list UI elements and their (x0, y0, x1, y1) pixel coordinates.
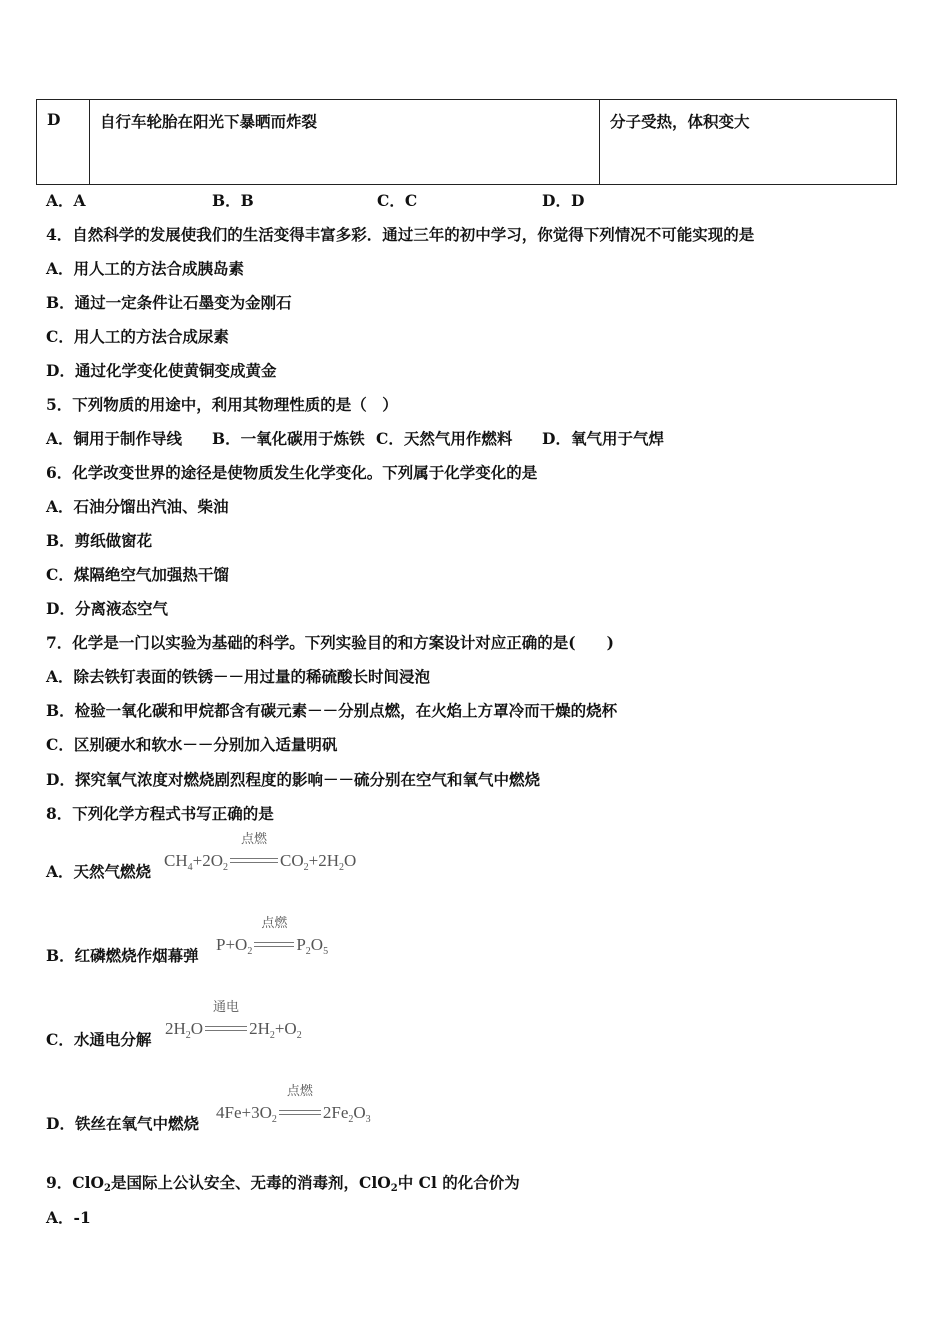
condition-label: 通电 (213, 1000, 240, 1015)
q8-option-a-label[interactable]: A．天然气燃烧 (46, 862, 152, 881)
equation-rhs (322, 1103, 371, 1125)
q4-option-a[interactable]: A．用人工的方法合成胰岛素 (46, 259, 245, 278)
condition-label: 点燃 (240, 832, 267, 847)
equation-term: +2H (308, 851, 339, 870)
q5-option-b[interactable]: B．一氧化碳用于炼铁 (212, 429, 365, 448)
equation-lhs (216, 1103, 277, 1125)
equation-subscript: 2 (305, 946, 311, 957)
q9-formula-subscript: 2 (390, 1183, 398, 1194)
q5-stem: 5．下列物质的用途中，利用其物理性质的是（ ） (46, 395, 398, 414)
q3-option-b[interactable]: B．B (212, 191, 254, 210)
equation-lhs (216, 935, 253, 957)
q9-stem-middle: 是国际上公认安全、无毒的消毒剂， (111, 1173, 360, 1192)
q6-option-b[interactable]: B．剪纸做窗花 (46, 531, 153, 550)
equation-term: P+O (216, 935, 248, 954)
q8-option-d-label[interactable]: D．铁丝在氧气中燃烧 (46, 1114, 199, 1133)
equation-subscript: 2 (269, 1030, 275, 1041)
equation-lhs (164, 851, 228, 873)
q4-stem: 4．自然科学的发展使我们的生活变得丰富多彩．通过三年的初中学习，你觉得下列情况不可能实现的是 (46, 225, 755, 244)
equation-term: 4Fe+3O (216, 1103, 272, 1122)
answer-table (36, 99, 897, 185)
q9-formula: ClO (72, 1173, 105, 1192)
equation-rhs (296, 935, 329, 957)
q5-option-c[interactable]: C．天然气用作燃料 (376, 429, 513, 448)
q3-option-a[interactable]: A．A (46, 191, 86, 210)
equation-term: CO (280, 851, 304, 870)
q8-option-b-label[interactable]: B．红磷燃烧作烟幕弹 (46, 946, 199, 965)
q9-number: 9． (46, 1173, 73, 1192)
q4-option-b[interactable]: B．通过一定条件让石墨变为金刚石 (46, 293, 292, 312)
equation-subscript: 3 (365, 1114, 371, 1125)
q9-formula: ClO (359, 1173, 391, 1192)
equation-term: P (296, 935, 306, 954)
equation-subscript: 2 (223, 862, 228, 873)
equation-term: 2Fe (322, 1103, 349, 1122)
q8-option-d-equation (216, 1084, 371, 1125)
q7-option-a[interactable]: A．除去铁钉表面的铁锈－－用过量的稀硫酸长时间浸泡 (46, 667, 431, 686)
table-row-label: D (37, 100, 90, 185)
table-row-phenomenon: 自行车轮胎在阳光下暴晒而炸裂 (90, 100, 600, 185)
table-row (37, 100, 897, 185)
reaction-condition (228, 832, 280, 871)
q6-option-d[interactable]: D．分离液态空气 (46, 599, 168, 618)
equation-subscript: 2 (247, 946, 253, 957)
equation-term: 2H (165, 1019, 186, 1038)
q4-option-d[interactable]: D．通过化学变化使黄铜变成黄金 (46, 361, 277, 380)
equation-term: 2H (249, 1019, 270, 1038)
equation-term: O (190, 1019, 204, 1038)
equation-subscript: 2 (348, 1114, 354, 1125)
q5-option-d[interactable]: D．氧气用于气焊 (542, 429, 664, 448)
q8-option-c-label[interactable]: C．水通电分解 (46, 1030, 152, 1049)
q4-option-c[interactable]: C．用人工的方法合成尿素 (46, 327, 229, 346)
q6-option-c[interactable]: C．煤隔绝空气加强热干馏 (46, 565, 229, 584)
reaction-condition (277, 1084, 323, 1123)
q6-option-a[interactable]: A．石油分馏出汽油、柴油 (46, 497, 229, 516)
equation-subscript: 4 (187, 862, 193, 873)
reaction-condition (252, 916, 296, 955)
equation-term: O (310, 935, 324, 954)
q7-option-c[interactable]: C．区别硬水和软水－－分别加入适量明矾 (46, 735, 338, 754)
condition-label: 点燃 (261, 916, 288, 931)
equation-subscript: 5 (323, 946, 329, 957)
q6-stem: 6．化学改变世界的途径是使物质发生化学变化。下列属于化学变化的是 (46, 463, 538, 482)
q8-option-a-equation (164, 832, 357, 873)
table-row-explanation: 分子受热，体积变大 (600, 100, 897, 185)
q9-stem-tail: 中 Cl 的化合价为 (397, 1173, 520, 1192)
equation-subscript: 2 (296, 1030, 302, 1041)
q7-option-b[interactable]: B．检验一氧化碳和甲烷都含有碳元素－－分别点燃，在火焰上方罩冷而干燥的烧杯 (46, 701, 618, 720)
condition-label: 点燃 (286, 1084, 313, 1099)
q8-option-b-equation (216, 916, 329, 957)
q7-option-d[interactable]: D．探究氧气浓度对燃烧剧烈程度的影响－－硫分别在空气和氧气中燃烧 (46, 770, 540, 789)
reaction-condition (203, 1000, 249, 1039)
equation-lhs (165, 1019, 204, 1041)
equation-subscript: 2 (271, 1114, 277, 1125)
equation-term: O (353, 1103, 366, 1122)
q3-option-c[interactable]: C．C (377, 191, 418, 210)
equation-term: CH (164, 851, 188, 870)
equation-rhs (249, 1019, 302, 1041)
equation-term: +2O (192, 851, 223, 870)
equation-term: +O (274, 1019, 297, 1038)
q8-stem: 8．下列化学方程式书写正确的是 (46, 804, 274, 823)
equation-rhs (280, 851, 357, 873)
q9-stem (46, 1171, 520, 1194)
q9-option-a[interactable]: A．-1 (46, 1208, 91, 1227)
q8-option-c-equation (165, 1000, 302, 1041)
equation-subscript: 2 (339, 862, 344, 873)
q5-option-a[interactable]: A．铜用于制作导线 (46, 429, 183, 448)
q7-stem: 7．化学是一门以实验为基础的科学。下列实验目的和方案设计对应正确的是( ) (46, 633, 614, 652)
q3-option-d[interactable]: D．D (542, 191, 585, 210)
q9-formula-subscript: 2 (104, 1183, 111, 1194)
equation-subscript: 2 (185, 1030, 191, 1041)
equation-term: O (344, 851, 357, 870)
equation-subscript: 2 (303, 862, 309, 873)
